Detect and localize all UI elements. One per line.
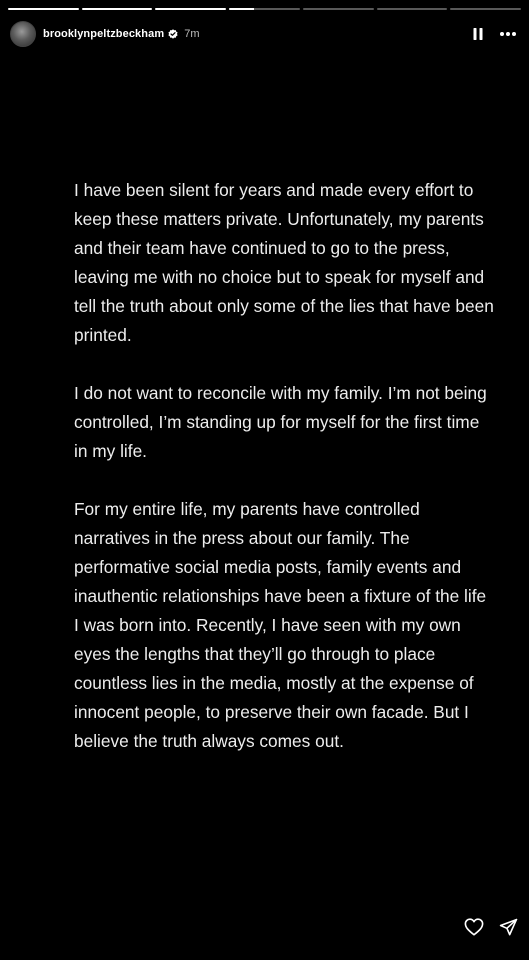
progress-fill [8, 8, 79, 10]
pause-icon [472, 27, 484, 41]
username[interactable]: brooklynpeltzbeckham [43, 28, 165, 40]
progress-segment [229, 8, 300, 10]
progress-segment [450, 8, 521, 10]
verified-badge-icon [168, 29, 178, 39]
like-button[interactable] [463, 916, 485, 938]
progress-segment [155, 8, 226, 10]
share-button[interactable] [497, 916, 519, 938]
send-icon [499, 918, 518, 937]
story-header [10, 20, 519, 48]
story-progress-bars [8, 8, 521, 10]
progress-segment [8, 8, 79, 10]
avatar[interactable] [10, 21, 36, 47]
progress-fill [155, 8, 226, 10]
statement-paragraph: For my entire life, my parents have controlled narratives in the press about our family. The performative social media posts, family events and inauthentic relationships have been a fixture of the life I was born into. Recently, I have seen with my own eyes the lengths that they’ll go through to place countless lies in the media, mostly at the expense of innocent people, to preserve their own facade. But I believe the truth always comes out. [74, 499, 487, 751]
story-time: 7m [184, 28, 200, 40]
pause-button[interactable] [469, 25, 487, 43]
progress-segment [377, 8, 448, 10]
story-footer [463, 916, 519, 938]
heart-icon [464, 918, 484, 936]
progress-segment [303, 8, 374, 10]
statement-paragraph: I do not want to reconcile with my family. I’m not being controlled, I’m standing up for myself for the first time in my life. [74, 383, 487, 461]
more-options-button[interactable] [497, 25, 519, 43]
statement-paragraph: I have been silent for years and made every effort to keep these matters private. Unfortunately, my parents and their team have continued to go to the press, leaving me with no choice but to speak for myself and tell the truth about only some of the lies that have been printed. [74, 180, 494, 345]
progress-fill [82, 8, 153, 10]
progress-segment [82, 8, 153, 10]
more-icon [499, 31, 517, 37]
progress-fill [229, 8, 254, 10]
story-statement [74, 176, 494, 785]
